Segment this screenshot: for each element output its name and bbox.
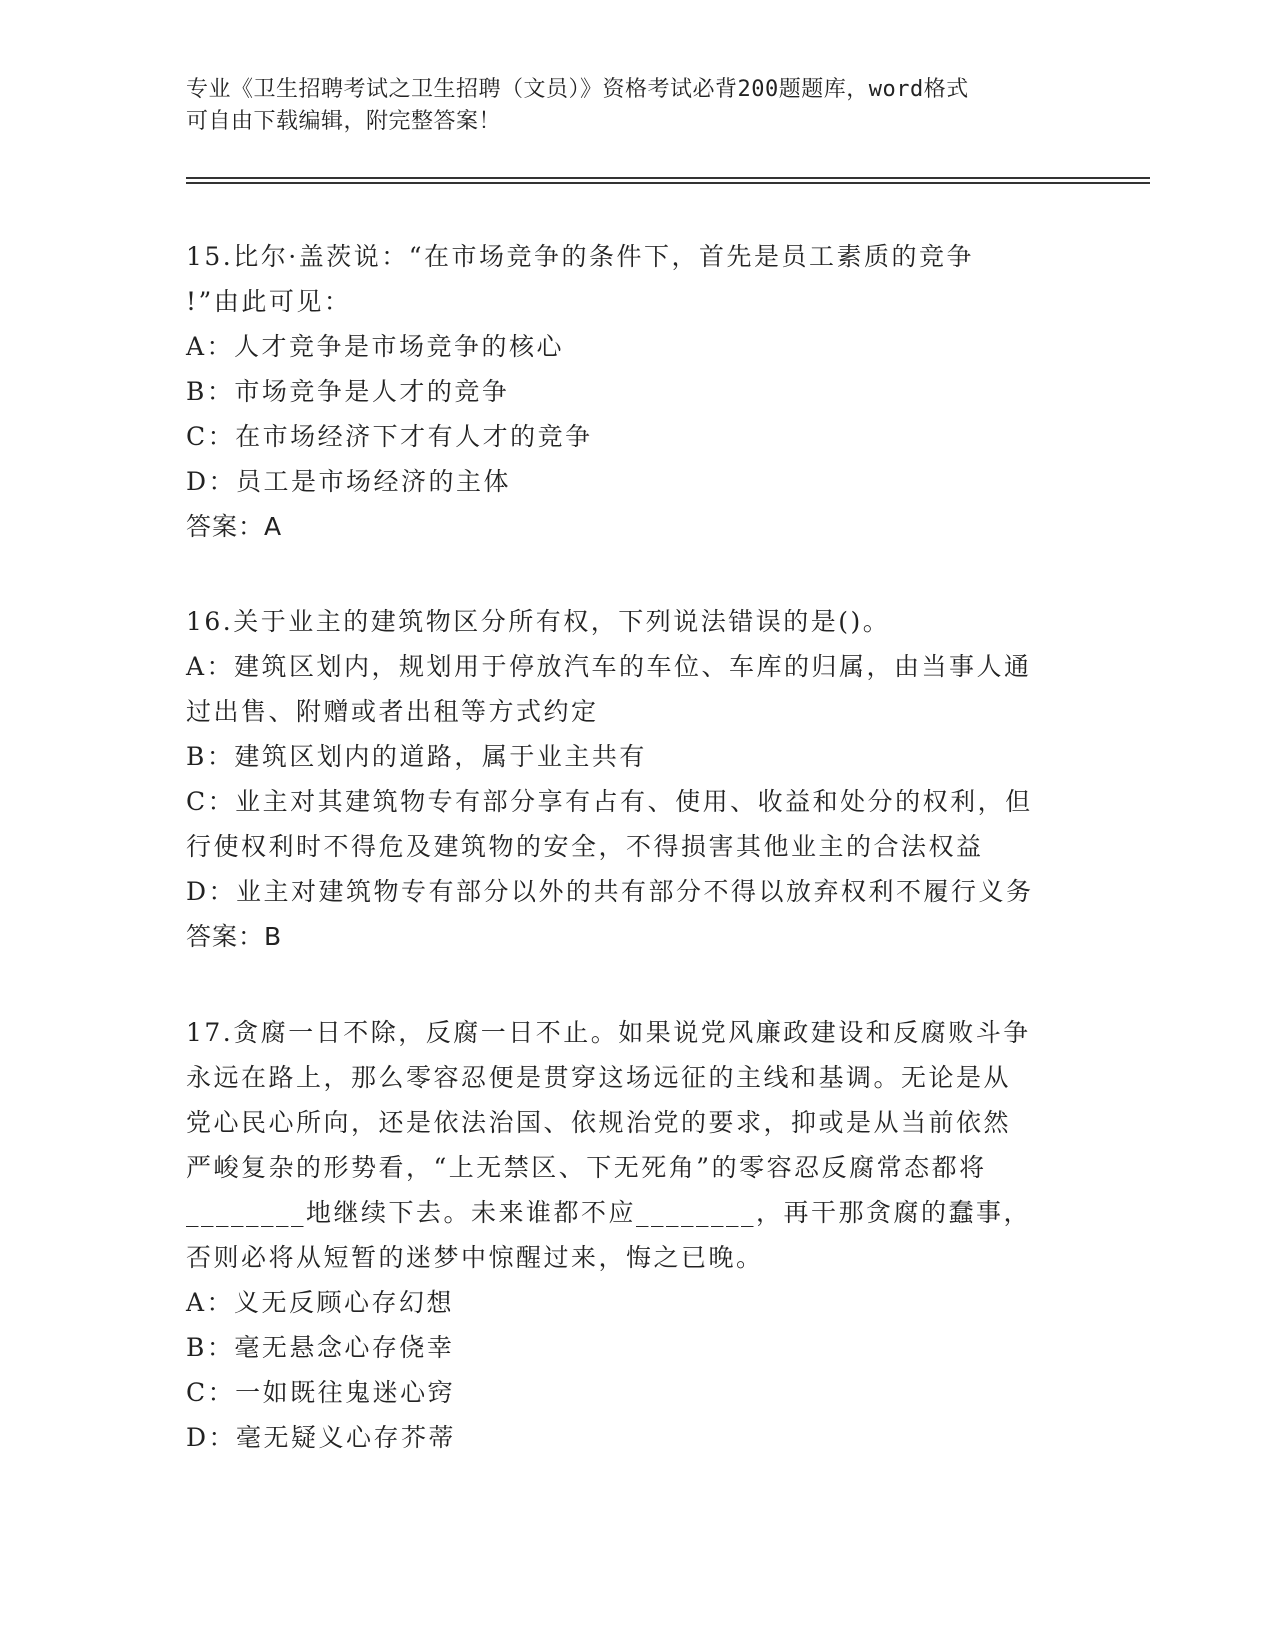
- question-text: 严峻复杂的形势看，“上无禁区、下无死角”的零容忍反腐常态都将: [186, 1153, 987, 1182]
- question-text: 15.比尔·盖茨说：“在市场竞争的条件下，首先是员工素质的竞争: [186, 242, 974, 271]
- header-line: 可自由下载编辑，附完整答案！: [186, 109, 502, 134]
- option-b: B：毫无悬念心存侥幸: [186, 1333, 455, 1362]
- question-17: [186, 1010, 1066, 1460]
- option-a: A：建筑区划内，规划用于停放汽车的车位、车库的归属，由当事人通: [186, 652, 1032, 681]
- answer: 答案：A: [186, 512, 283, 541]
- question-15: [186, 234, 1066, 549]
- option-c: C：业主对其建筑物专有部分享有占有、使用、收益和处分的权利，但: [186, 787, 1033, 816]
- option-a: A：人才竞争是市场竞争的核心: [186, 332, 565, 361]
- option-d: D：毫无疑义心存芥蒂: [186, 1423, 457, 1452]
- option-b: B：市场竞争是人才的竞争: [186, 377, 510, 406]
- option-d: D：员工是市场经济的主体: [186, 467, 512, 496]
- question-text: 永远在路上，那么零容忍便是贯穿这场远征的主线和基调。无论是从: [186, 1063, 1012, 1092]
- question-text: 党心民心所向，还是依法治国、依规治党的要求，抑或是从当前依然: [186, 1108, 1012, 1137]
- question-text: 17.贪腐一日不除，反腐一日不止。如果说党风廉政建设和反腐败斗争: [186, 1018, 1031, 1047]
- question-text: 16.关于业主的建筑物区分所有权，下列说法错误的是()。: [186, 607, 891, 636]
- option-c: C：在市场经济下才有人才的竞争: [186, 422, 593, 451]
- answer: 答案：B: [186, 922, 283, 951]
- header-divider: [186, 182, 1150, 184]
- option-a: A：义无反顾心存幻想: [186, 1288, 455, 1317]
- header-line: 专业《卫生招聘考试之卫生招聘（文员）》资格考试必背200题题库，word格式: [186, 77, 969, 102]
- question-text: 否则必将从短暂的迷梦中惊醒过来，悔之已晚。: [186, 1243, 764, 1272]
- question-text: !”由此可见：: [186, 287, 352, 316]
- option-c: C：一如既往鬼迷心窍: [186, 1378, 456, 1407]
- header-divider: [186, 177, 1150, 179]
- question-16: [186, 599, 1066, 959]
- question-text: ________地继续下去。未来谁都不应________，再干那贪腐的蠢事，: [186, 1198, 1032, 1227]
- option-b: B：建筑区划内的道路，属于业主共有: [186, 742, 647, 771]
- document-header: [186, 74, 1066, 138]
- option-c-continued: 行使权利时不得危及建筑物的安全，不得损害其他业主的合法权益: [186, 832, 984, 861]
- option-d: D：业主对建筑物专有部分以外的共有部分不得以放弃权利不履行义务: [186, 877, 1034, 906]
- option-a-continued: 过出售、附赠或者出租等方式约定: [186, 697, 599, 726]
